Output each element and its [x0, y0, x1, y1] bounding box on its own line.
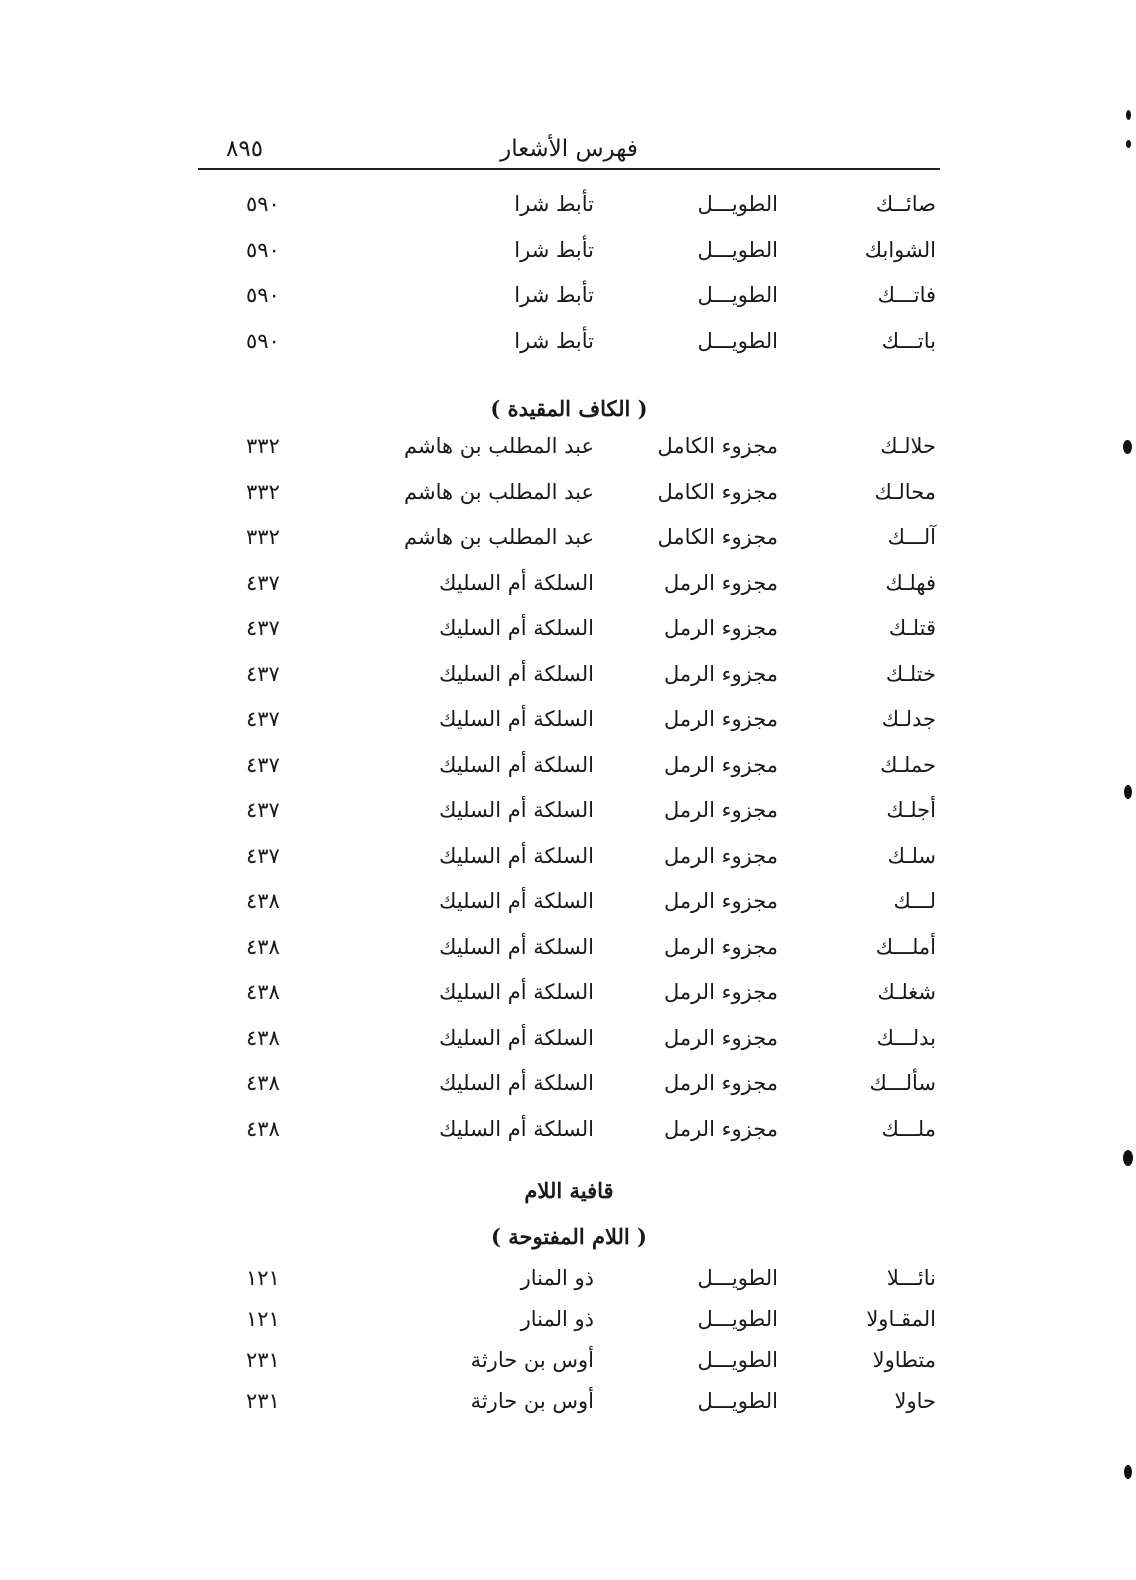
- table-row: [198, 1383, 940, 1424]
- section-heading-kaf: ( الكاف المقيدة ): [490, 396, 648, 421]
- meter-cell: الطويـــل: [697, 237, 778, 262]
- table-row: [198, 428, 940, 474]
- rhyme-cell: جدلـك: [881, 707, 936, 731]
- rhyme-cell: آلـــك: [887, 525, 936, 549]
- page-cell: ٤٣٨: [246, 980, 280, 1004]
- page-cell: ٤٣٨: [246, 1025, 280, 1050]
- page-cell: ٤٣٧: [246, 843, 280, 868]
- poet-cell: ذو المنار: [520, 1266, 594, 1290]
- rhyme-cell: شغلـك: [877, 980, 936, 1004]
- meter-cell: مجزوء الرمل: [663, 1071, 778, 1095]
- rhyme-cell: بدلـــك: [876, 1025, 936, 1050]
- rhyme-cell: حاولا: [894, 1389, 936, 1413]
- page-cell: ١٢١: [246, 1307, 280, 1331]
- page-cell: ٥٩٠: [246, 283, 280, 307]
- table-row: [198, 929, 940, 975]
- section-heading-lam: ( اللام المفتوحة ): [491, 1224, 647, 1249]
- poet-cell: السلكة أم السليك: [439, 616, 594, 640]
- table-row: [198, 610, 940, 656]
- meter-cell: مجزوء الرمل: [663, 1116, 778, 1141]
- poet-cell: أوس بن حارثة: [470, 1348, 594, 1372]
- page-cell: ٤٣٨: [246, 889, 280, 913]
- table-row: [198, 838, 940, 884]
- table-row: [198, 232, 940, 278]
- table-row: [198, 1342, 940, 1383]
- poet-cell: تأبط شرا: [514, 328, 594, 353]
- meter-cell: مجزوء الرمل: [663, 798, 778, 822]
- page-cell: ٤٣٧: [246, 616, 280, 640]
- rhyme-cell: نائـــلا: [886, 1266, 936, 1290]
- rhyme-cell: المقـاولا: [866, 1307, 936, 1331]
- poet-cell: عبد المطلب بن هاشم: [404, 434, 594, 458]
- meter-cell: مجزوء الرمل: [663, 889, 778, 913]
- meter-cell: مجزوء الرمل: [663, 661, 778, 686]
- page-cell: ٤٣٧: [246, 798, 280, 822]
- table-row: [198, 1065, 940, 1111]
- poet-cell: السلكة أم السليك: [439, 980, 594, 1004]
- rhyme-cell: الشوابك: [864, 237, 936, 262]
- meter-cell: الطويـــل: [697, 1389, 778, 1413]
- table-row: [198, 1111, 940, 1157]
- page-title: فهرس الأشعار: [500, 136, 638, 162]
- page-cell: ٤٣٨: [246, 934, 280, 959]
- page-cell: ٤٣٨: [246, 1116, 280, 1141]
- page-cell: ٣٣٢: [246, 479, 280, 504]
- table-row: [198, 186, 940, 232]
- rhyme-cell: سلـك: [887, 843, 936, 868]
- meter-cell: مجزوء الرمل: [663, 616, 778, 640]
- rhyme-cell: قتلـك: [888, 616, 936, 640]
- poet-cell: أوس بن حارثة: [470, 1389, 594, 1413]
- section-title-lam: قافية اللام: [524, 1178, 614, 1203]
- poet-cell: السلكة أم السليك: [439, 843, 594, 868]
- table-row: [198, 1301, 940, 1342]
- table-row: [198, 519, 940, 565]
- table-row: [198, 792, 940, 838]
- meter-cell: الطويـــل: [697, 328, 778, 353]
- poet-cell: السلكة أم السليك: [439, 707, 594, 731]
- table-row: [198, 747, 940, 793]
- meter-cell: الطويـــل: [697, 1307, 778, 1331]
- rhyme-cell: صائــك: [875, 192, 936, 216]
- page-cell: ٣٣٢: [246, 434, 280, 458]
- rhyme-cell: فهلـك: [885, 570, 936, 595]
- poet-cell: عبد المطلب بن هاشم: [404, 479, 594, 504]
- rhyme-cell: ختلـك: [885, 661, 936, 686]
- meter-cell: مجزوء الرمل: [663, 843, 778, 868]
- meter-cell: مجزوء الرمل: [663, 934, 778, 959]
- page-cell: ٤٣٧: [246, 570, 280, 595]
- meter-cell: مجزوء الرمل: [663, 752, 778, 777]
- rhyme-cell: أجلـك: [886, 798, 936, 822]
- table-row: [198, 1260, 940, 1301]
- rhyme-cell: سألـــك: [869, 1071, 936, 1095]
- rhyme-cell: محالـك: [874, 479, 936, 504]
- poet-cell: السلكة أم السليك: [439, 1025, 594, 1050]
- poet-cell: تأبط شرا: [514, 192, 594, 216]
- poet-cell: ذو المنار: [520, 1307, 594, 1331]
- poet-cell: السلكة أم السليك: [439, 1116, 594, 1141]
- poet-cell: عبد المطلب بن هاشم: [404, 525, 594, 549]
- meter-cell: مجزوء الرمل: [663, 707, 778, 731]
- table-row: [198, 701, 940, 747]
- poet-cell: السلكة أم السليك: [439, 1071, 594, 1095]
- meter-cell: مجزوء الكامل: [657, 479, 778, 504]
- poet-cell: السلكة أم السليك: [439, 570, 594, 595]
- page-cell: ٤٣٨: [246, 1071, 280, 1095]
- rhyme-cell: أملـــك: [875, 934, 936, 959]
- poet-cell: تأبط شرا: [514, 237, 594, 262]
- rhyme-cell: متطاولا: [872, 1348, 936, 1372]
- meter-cell: مجزوء الرمل: [663, 980, 778, 1004]
- lam-section-list: [198, 1260, 940, 1424]
- page-cell: ٣٣٢: [246, 525, 280, 549]
- meter-cell: مجزوء الكامل: [657, 525, 778, 549]
- kaf-section-list: [198, 428, 940, 1156]
- table-row: [198, 974, 940, 1020]
- meter-cell: الطويـــل: [697, 283, 778, 307]
- page-cell: ٥٩٠: [246, 328, 280, 353]
- poet-cell: السلكة أم السليك: [439, 934, 594, 959]
- rhyme-cell: حملـك: [880, 752, 936, 777]
- table-row: [198, 474, 940, 520]
- rhyme-cell: ملـــك: [881, 1116, 936, 1141]
- rhyme-cell: حلالـك: [880, 434, 936, 458]
- poet-cell: السلكة أم السليك: [439, 798, 594, 822]
- page-cell: ٥٩٠: [246, 237, 280, 262]
- page-cell: ٤٣٧: [246, 752, 280, 777]
- page-cell: ٢٣١: [246, 1348, 280, 1372]
- meter-cell: مجزوء الرمل: [663, 1025, 778, 1050]
- page-cell: ٢٣١: [246, 1389, 280, 1413]
- group-1-list: [198, 186, 940, 368]
- meter-cell: الطويـــل: [697, 1266, 778, 1290]
- page-cell: ٥٩٠: [246, 192, 280, 216]
- meter-cell: الطويـــل: [697, 192, 778, 216]
- poet-cell: السلكة أم السليك: [439, 889, 594, 913]
- page-cell: ١٢١: [246, 1266, 280, 1290]
- table-row: [198, 277, 940, 323]
- page-header: [198, 128, 940, 170]
- meter-cell: الطويـــل: [697, 1348, 778, 1372]
- poet-cell: السلكة أم السليك: [439, 752, 594, 777]
- table-row: [198, 883, 940, 929]
- table-row: [198, 656, 940, 702]
- rhyme-cell: لـــك: [893, 889, 936, 913]
- rhyme-cell: باتـــك: [881, 328, 936, 353]
- meter-cell: مجزوء الرمل: [663, 570, 778, 595]
- rhyme-cell: فاتـــك: [877, 283, 936, 307]
- table-row: [198, 565, 940, 611]
- poet-cell: تأبط شرا: [514, 283, 594, 307]
- page-cell: ٤٣٧: [246, 661, 280, 686]
- page-number: ٨٩٥: [226, 136, 264, 162]
- page-cell: ٤٣٧: [246, 707, 280, 731]
- table-row: [198, 1020, 940, 1066]
- meter-cell: مجزوء الكامل: [657, 434, 778, 458]
- poet-cell: السلكة أم السليك: [439, 661, 594, 686]
- table-row: [198, 323, 940, 369]
